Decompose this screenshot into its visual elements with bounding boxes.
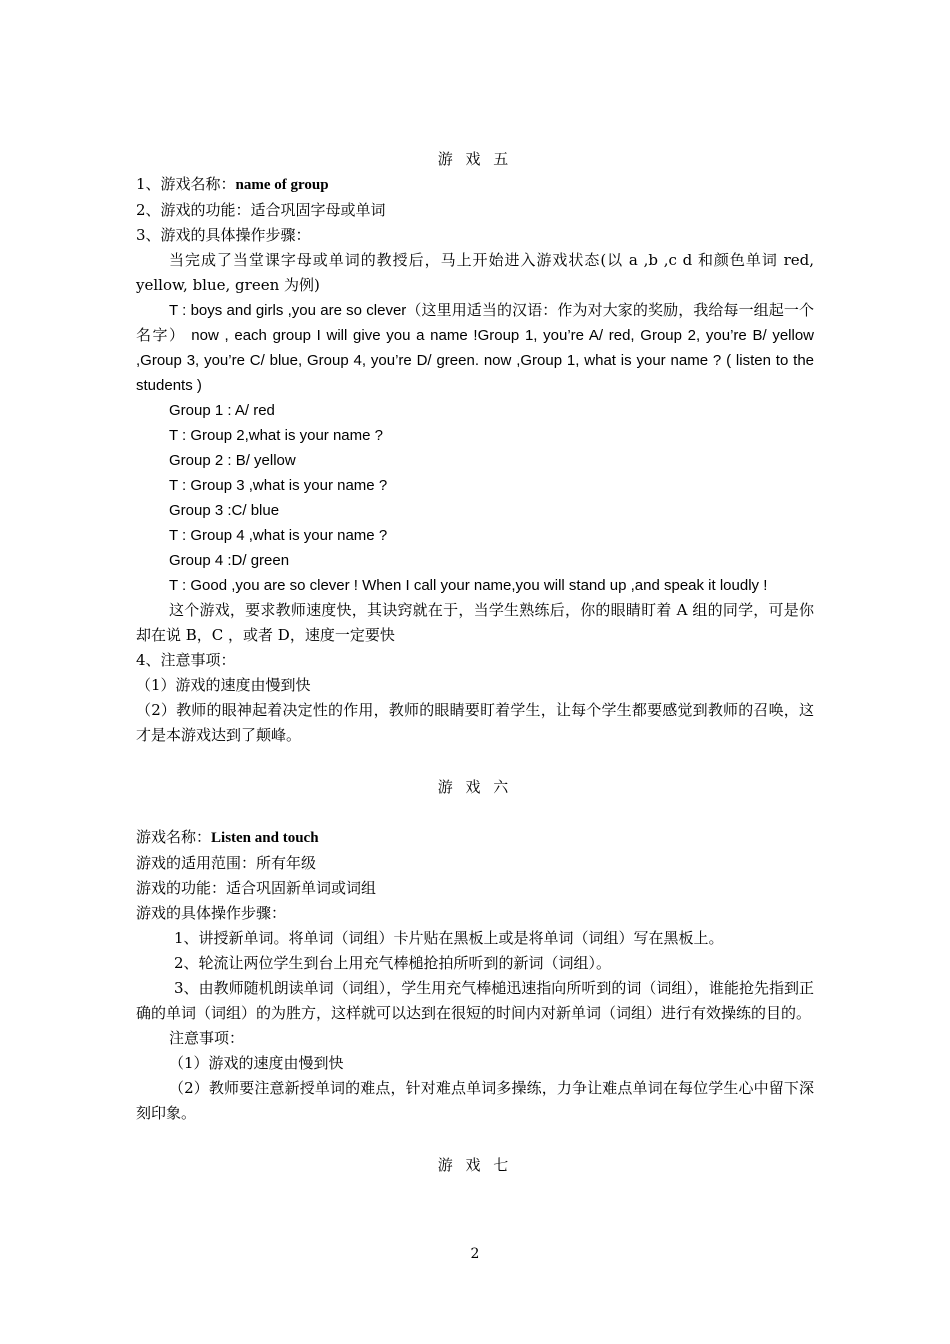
game5-dialogue-line: Group 4 :D/ green xyxy=(169,552,290,569)
game7-title: 游 戏 七 xyxy=(437,1156,513,1174)
spacer xyxy=(136,748,814,773)
game5-function: 2、游戏的功能：适合巩固字母或单词 xyxy=(136,201,386,219)
game5-teacher-intro: T : boys and girls ,you are so clever（这里用适当的汉语：作为对大家的奖励，我给每一组起一个名字） now , each group I will give you a name !Group 1, you’re A/ red, Group 2, you’re B/ yellow ,Group 3, you’re C/ blue, Group 4, you’re D/ green. now ,Group 1, what is your name ? ( listen to the students ) xyxy=(136,302,814,394)
spacer xyxy=(136,1126,814,1151)
game5-steps-heading: 3、游戏的具体操作步骤： xyxy=(136,226,311,244)
game5-name-line xyxy=(136,172,814,198)
game6-name-prefix: 游戏名称： xyxy=(136,828,212,846)
game6-function: 游戏的功能：适合巩固新单词或词组 xyxy=(136,879,377,897)
game6-notes-heading: 注意事项： xyxy=(169,1029,245,1047)
game5-name: name of group xyxy=(235,177,329,193)
game5-dialogue-line: Group 2 : B/ yellow xyxy=(169,452,296,469)
game6-scope: 游戏的适用范围：所有年级 xyxy=(136,854,317,872)
game5-note-1: （1）游戏的速度由慢到快 xyxy=(136,676,311,694)
game5-dialogue-line: Group 1 : A/ red xyxy=(169,402,275,419)
game5-title: 游 戏 五 xyxy=(437,150,513,168)
game5-intro: 当完成了当堂课字母或单词的教授后，马上开始进入游戏状态(以 a ,b ,c d 和颜色单词 red, yellow, blue, green 为例) xyxy=(136,251,814,294)
game5-teacher-close: T : Good ,you are so clever ! When I call your name,you will stand up ,and speak it loudly ! xyxy=(169,577,768,594)
page-number: 2 xyxy=(470,1246,480,1262)
game5-dialogue-line: Group 3 :C/ blue xyxy=(169,502,280,519)
game6-name-line xyxy=(136,825,814,851)
game6-step-1: 1、讲授新单词。将单词（词组）卡片贴在黑板上或是将单词（词组）写在黑板上。 xyxy=(174,929,724,947)
game6-steps-heading: 游戏的具体操作步骤： xyxy=(136,904,287,922)
game6-note-1: （1）游戏的速度由慢到快 xyxy=(169,1054,344,1072)
game5-notes-heading: 4、注意事项： xyxy=(136,651,236,669)
game6-title: 游 戏 六 xyxy=(437,778,513,796)
document-body xyxy=(136,145,814,1178)
spacer xyxy=(136,800,814,825)
game5-name-prefix: 1、游戏名称： xyxy=(136,175,236,193)
game5-dialogue-line: T : Group 3 ,what is your name ? xyxy=(169,477,388,494)
game6-step-3: 3、由教师随机朗读单词（词组），学生用充气棒槌迅速指向所听到的词（词组），谁能抢先指到正确的单词（词组）的为胜方，这样就可以达到在很短的时间内对新单词（词组）进行有效操练的目的。 xyxy=(136,979,814,1022)
game6-name: Listen and touch xyxy=(211,830,319,846)
game6-note-2: （2）教师要注意新授单词的难点，针对难点单词多操练，力争让难点单词在每位学生心中留下深刻印象。 xyxy=(136,1079,814,1122)
game5-dialogue-line: T : Group 2,what is your name ? xyxy=(169,427,383,444)
game5-note-2: （2）教师的眼神起着决定性的作用，教师的眼睛要盯着学生，让每个学生都要感觉到教师的召唤，这才是本游戏达到了颠峰。 xyxy=(136,701,814,744)
game6-step-2: 2、轮流让两位学生到台上用充气棒槌抢拍所听到的新词（词组）。 xyxy=(174,954,612,972)
game5-dialogue-line: T : Group 4 ,what is your name ? xyxy=(169,527,388,544)
game5-explanation: 这个游戏，要求教师速度快，其诀窍就在于，当学生熟练后，你的眼睛盯着 A 组的同学，可是你却在说 B，C ，或者 D，速度一定要快 xyxy=(136,601,814,644)
